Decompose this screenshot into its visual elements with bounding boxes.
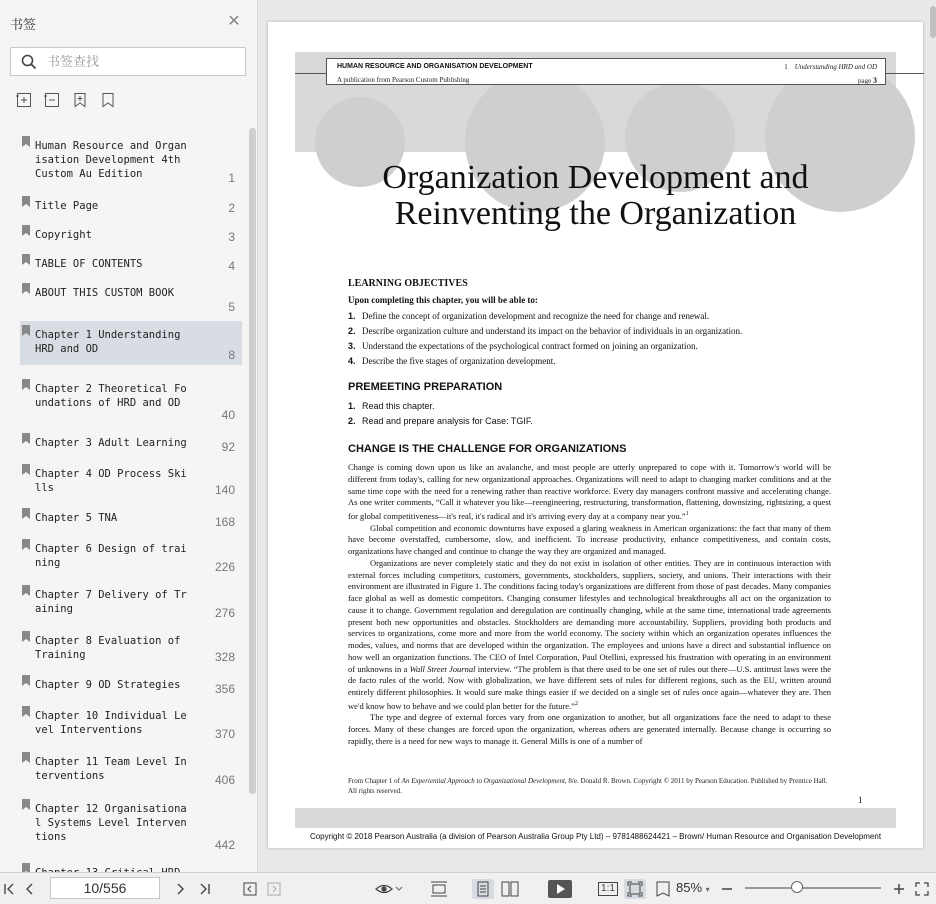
bookmark-label: Chapter 9 OD Strategies xyxy=(35,679,181,691)
zoom-slider-handle[interactable] xyxy=(791,881,803,893)
bookmark-page-number: 356 xyxy=(214,682,235,696)
last-page-icon[interactable] xyxy=(198,879,212,899)
bookmark-item[interactable] xyxy=(20,321,242,365)
bookmark-item[interactable] xyxy=(20,192,242,218)
bookmark-item[interactable] xyxy=(20,702,242,744)
bookmark-item[interactable] xyxy=(20,250,242,276)
bookmark-page-number: 406 xyxy=(214,773,235,787)
bookmark-label: Chapter 3 Adult Learning xyxy=(35,437,187,449)
bookmark-item[interactable] xyxy=(20,429,242,457)
bookmark-icon xyxy=(22,196,30,207)
pdf-page xyxy=(268,22,923,848)
bookmark-label: Chapter 6 Design of training xyxy=(35,543,187,569)
collapse-all-icon[interactable] xyxy=(44,92,60,108)
bookmark-icon xyxy=(22,225,30,236)
bookmark-page-number: 3 xyxy=(228,230,235,244)
bookmark-item[interactable] xyxy=(20,375,242,425)
paragraph: Organizations are never completely static and they do not exist in isolation of other entities. They are in continuous interaction with external forces including competitors, customers, governments, stockholders, suppliers, society, and unions. Their interactions with their environment are illustrated in Figure 1. The conditions facing today's organizations are different from those of past decades. Many companies face global as well as domestic competitors. Changing consumer lifestyles and technological breakthroughs all act on the organization to cause it to change. Government regulation and deregulation are continually changing, while at the same time, international trade agreements present both new opportunities and obstacles. Stockholders are demanding more accountability. Suppliers, providing both products and services to organizations, come more and more from the world economy. The society within which an organization operates influences the modes, values, and norms that are developed within the organization. The employees and unions have a direct and substantial influence on how well an organization functions. The CEO of Intel Corporation, Paul Otellini, expressed his frustration with operating in an environment of unknowns in a Wall Street Journal interview. “The problem is that there used to be one set of rules out there—U.S. antitrust laws were the de facto rules of the world. Now with globalization, we have different sets of rules for different regions, such as the EU, written around entirely different philosophies. It would sure make things easier if we decided on a single set of rules once again—whatever they are. Then we'd know how to behave and we could plan better for the future.”$^2$ xyxy=(348,557,831,711)
bookmark-label: Title Page xyxy=(35,200,99,212)
document-scrollbar[interactable] xyxy=(930,0,936,872)
header-publisher: A publication from Pearson Custom Publishing xyxy=(337,76,470,84)
next-page-icon[interactable] xyxy=(174,879,188,899)
bookmark-item[interactable] xyxy=(20,795,242,855)
header-book-title: HUMAN RESOURCE AND ORGANISATION DEVELOPMENT xyxy=(337,63,533,70)
bookmark-label: Human Resource and Organisation Development 4th Custom Au Edition xyxy=(35,140,187,180)
header-page: page 3 xyxy=(858,76,877,85)
change-heading: CHANGE IS THE CHALLENGE FOR ORGANIZATIONS xyxy=(348,443,627,455)
bookmark-icon xyxy=(22,433,30,444)
page-number-input[interactable] xyxy=(50,877,160,899)
play-icon[interactable] xyxy=(547,879,573,899)
expand-all-icon[interactable] xyxy=(16,92,32,108)
zoom-dropdown[interactable]: 85% ▾ xyxy=(676,880,710,895)
paragraph: Change is coming down upon us like an avalanche, and most people are utterly unprepared to cope with it. Tomorrow's world will be different from today's, calling for new organizational approaches. Organizations will need to adapt to changing market conditions and at the same time cope with the need for a renewing rather than reactive workforce. Every day managers confront massive and accelerating change. As one writer comments, “Call it whatever you like—reengineering, restructuring, transformation, flattening, downsizing, rightsizing, a quest for global competitiveness—it's real, it's radical and it's arriving every day at a company near you.”$^1$ xyxy=(348,462,831,521)
bookmark-label: ABOUT THIS CUSTOM BOOK xyxy=(35,287,175,299)
bookmark-icon xyxy=(22,631,30,642)
footnote: From Chapter 1 of An Experiential Approach to Organizational Development, 8/e. Donald R. Brown. Copyright © 2011 by Pearson Education. Published by Prentice Hall. All rights reserved. xyxy=(348,777,828,795)
footer-band xyxy=(295,808,896,828)
bookmark-item[interactable] xyxy=(20,627,242,667)
bookmark-icon xyxy=(22,283,30,294)
bookmark-page-number: 5 xyxy=(228,300,235,314)
bookmark-icon xyxy=(22,706,30,717)
bookmark-label: Chapter 1 Understanding HRD and OD xyxy=(35,329,187,355)
bookmark-icon xyxy=(22,136,30,147)
bookmark-page-number: 4 xyxy=(228,259,235,273)
bookmark-icon xyxy=(22,675,30,686)
bookmark-label: Chapter 10 Individual Level Interventions xyxy=(35,710,187,736)
fit-page-icon[interactable] xyxy=(624,879,646,899)
prev-page-icon[interactable] xyxy=(22,879,36,899)
bookmark-page-number: 370 xyxy=(214,727,235,741)
bookmark-page-number: 442 xyxy=(214,838,235,852)
read-mode-icon[interactable] xyxy=(374,879,404,899)
previous-view-icon[interactable] xyxy=(242,879,258,899)
paragraph: The type and degree of external forces vary from one organization to another, but all organizations face the need to adapt to these forces. Many of these changes are forced upon the organization, whereas others are generated internally. Because change is occurring so rapidly, there is a need for new ways to manage it. General Mills is one of a number of xyxy=(348,712,831,746)
bookmark-label: Chapter 4 OD Process Skills xyxy=(35,468,187,494)
objective-item: 3. Understand the expectations of the psychological contract formed on joining an organization. xyxy=(348,341,698,351)
continuous-scroll-icon[interactable] xyxy=(429,879,449,899)
chevron-down-icon: ▾ xyxy=(705,885,710,894)
panel-title: 书签 xyxy=(10,17,37,32)
bookmark-label: Chapter 11 Team Level Interventions xyxy=(35,756,187,782)
bookmark-page-number: 8 xyxy=(228,348,235,362)
bookmark-scrollbar[interactable] xyxy=(249,128,256,794)
actual-size-button[interactable]: 1:1 xyxy=(598,879,618,899)
bookmark-page-number: 92 xyxy=(221,440,235,454)
bookmark-item[interactable] xyxy=(20,581,242,623)
chapter-title: Organization Development and Reinventing the Organization xyxy=(382,159,809,232)
bookmark-label: Chapter 8 Evaluation of Training xyxy=(35,635,187,661)
bottom-toolbar xyxy=(0,872,936,904)
learning-objectives-intro: Upon completing this chapter, you will be able to: xyxy=(348,295,538,305)
objective-item: 4. Describe the five stages of organization development. xyxy=(348,356,556,366)
first-page-icon[interactable] xyxy=(2,879,16,899)
bookmark-icon xyxy=(22,325,30,336)
chapter-banner xyxy=(295,52,896,152)
close-icon[interactable]: ✕ xyxy=(227,13,241,30)
two-page-icon[interactable] xyxy=(500,879,520,899)
body-text xyxy=(348,462,831,748)
bookmark-label: Copyright xyxy=(35,229,92,241)
bookmark-page-number: 140 xyxy=(214,483,235,497)
paragraph: Global competition and economic downturns have exposed a glaring weakness in American organizations: the fact that many of them have become overstaffed, cumbersome, slow, and inefficient. To increase productivity, enhance competitiveness, and contain costs, organizations have changed and continue to change the way they are organized and managed. xyxy=(348,522,831,557)
document-viewer xyxy=(259,0,936,872)
bookmark-icon[interactable] xyxy=(100,92,116,108)
running-header xyxy=(326,58,886,85)
add-bookmark-icon[interactable] xyxy=(72,92,88,108)
bookmark-item[interactable] xyxy=(20,748,242,790)
bookmark-item[interactable] xyxy=(20,279,242,317)
bookmark-item[interactable] xyxy=(20,504,242,532)
bookmark-page-number: 226 xyxy=(214,560,235,574)
bookmark-item[interactable] xyxy=(20,535,242,577)
fullscreen-icon[interactable] xyxy=(914,879,930,899)
bookmark-item[interactable] xyxy=(20,221,242,247)
prep-item: 1. Read this chapter. xyxy=(348,401,435,411)
prep-heading: PREMEETING PREPARATION xyxy=(348,381,503,393)
bookmark-item[interactable] xyxy=(20,132,242,188)
bookmark-label: Chapter 7 Delivery of Training xyxy=(35,589,187,615)
bookmark-item[interactable] xyxy=(20,460,242,500)
prep-item: 2. Read and prepare analysis for Case: TGIF. xyxy=(348,416,533,426)
bookmark-icon xyxy=(22,379,30,390)
bookmark-label: Chapter 12 Organisational Systems Level Interventions xyxy=(35,803,187,843)
zoom-out-icon[interactable] xyxy=(720,879,734,899)
bookmark-page-number: 2 xyxy=(228,201,235,215)
bookmark-panel xyxy=(0,0,258,872)
bookmark-icon xyxy=(22,508,30,519)
copyright-line: Copyright © 2018 Pearson Australia (a division of Pearson Australia Group Pty Ltd) – 9781488624421 – Brown/ Human Resource and Organisation Development xyxy=(309,832,882,841)
bookmark-page-number: 40 xyxy=(221,408,235,422)
bookmark-icon xyxy=(22,539,30,550)
fit-width-icon[interactable] xyxy=(654,879,672,899)
header-chapter: 1 Understanding HRD and OD xyxy=(784,63,877,71)
bookmark-icon xyxy=(22,464,30,475)
bookmark-page-number: 328 xyxy=(214,650,235,664)
bookmark-label: Chapter 2 Theoretical Foundations of HRD and OD xyxy=(35,383,187,409)
bookmark-item[interactable] xyxy=(20,671,242,699)
bookmark-page-number: 276 xyxy=(214,606,235,620)
search-icon xyxy=(21,54,37,70)
bookmark-label: TABLE OF CONTENTS xyxy=(35,258,143,270)
next-view-icon[interactable] xyxy=(266,879,282,899)
page-number: 1 xyxy=(858,795,863,805)
objective-item: 2. Describe organization culture and understand its impact on the behavior of individuals in an organization. xyxy=(348,326,743,336)
zoom-in-icon[interactable] xyxy=(892,879,906,899)
zoom-slider[interactable] xyxy=(745,887,881,889)
bookmark-label: Chapter 5 TNA xyxy=(35,512,118,524)
bookmark-page-number: 168 xyxy=(214,515,235,529)
bookmark-search-box[interactable] xyxy=(10,47,246,76)
learning-objectives-heading: LEARNING OBJECTIVES xyxy=(348,278,468,289)
bookmark-icon xyxy=(22,585,30,596)
bookmark-page-number: 1 xyxy=(228,171,235,185)
bookmark-list xyxy=(0,128,246,872)
bookmark-icon xyxy=(22,254,30,265)
bookmark-icon xyxy=(22,752,30,763)
single-page-icon[interactable] xyxy=(472,879,494,899)
bookmark-search-input[interactable] xyxy=(47,52,237,72)
scrollbar-thumb[interactable] xyxy=(930,6,936,38)
bookmark-icon xyxy=(22,799,30,810)
objective-item: 1. Define the concept of organization development and recognize the need for change and renewal. xyxy=(348,311,710,321)
